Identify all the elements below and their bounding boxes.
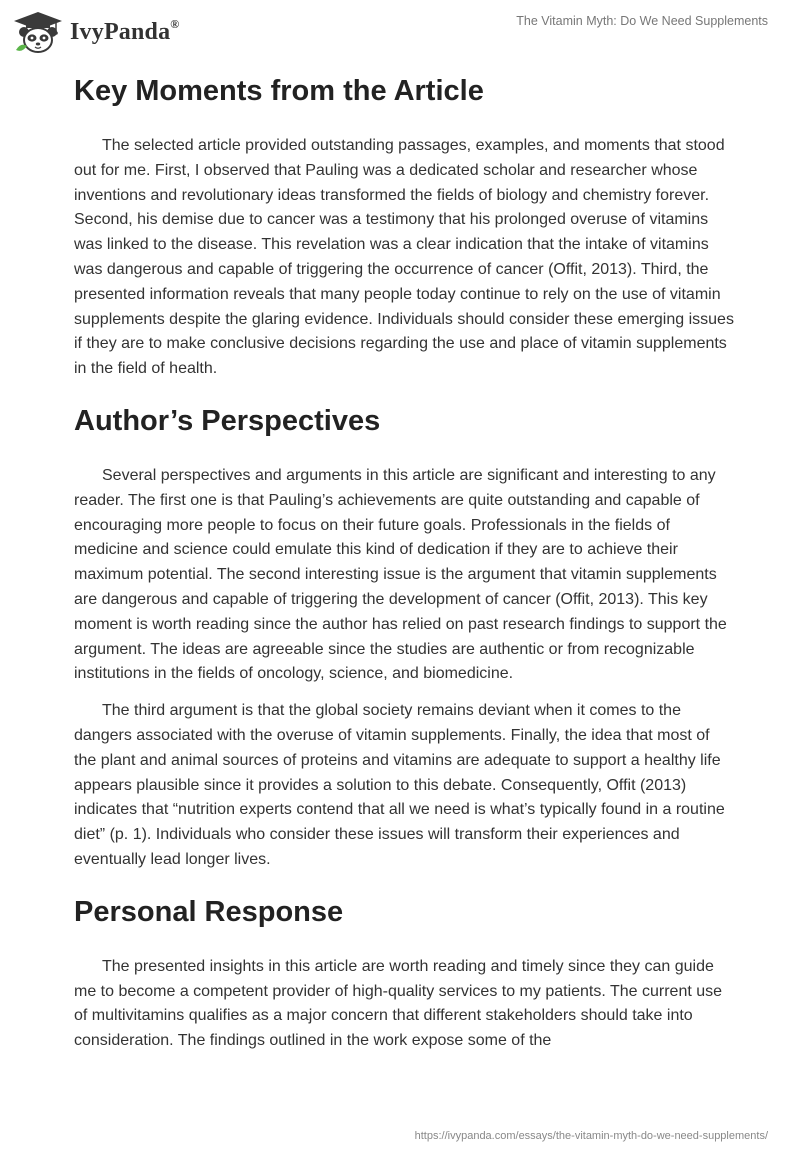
panda-graduate-icon [12,10,64,54]
ivypanda-logo[interactable] [12,8,179,56]
source-url-link[interactable]: https://ivypanda.com/essays/the-vitamin-myth-do-we-need-supplements/ [414,1130,768,1142]
section-heading: Personal Response [74,895,344,928]
document-title: The Vitamin Myth: Do We Need Supplements [516,14,768,28]
section-heading: Author’s Perspectives [74,404,381,437]
registered-mark: ® [170,16,180,31]
article-body [74,66,734,1054]
paragraph: Several perspectives and arguments in this article are significant and interesting to any reader. The first one is that Pauling’s achievements are quite outstanding and capable of encouraging more people to focus on their future goals. Professionals in the fields of medicine and science could emulate this kind of dedication if they are to achieve their maximum potential. The second interesting issue is the argument that vitamin supplements are dangerous and capable of triggering the development of cancer (Offit, 2013). This key moment is worth reading since the author has relied on past research findings to support the argument. The ideas are agreeable since the studies are authentic or from recognizable institutions in the fields of oncology, science, and biomedicine. [74,466,727,683]
paragraph: The selected article provided outstanding passages, examples, and moments that stood out for me. First, I observed that Pauling was a dedicated scholar and researcher whose inventions and revolutionary ideas transformed the fields of biology and chemistry forever. Second, his demise due to cancer was a testimony that his prolonged overuse of vitamins was linked to the disease. This revelation was a clear indication that the intake of vitamins was dangerous and capable of triggering the occurrence of cancer (Offit, 2013). Third, the presented information reveals that many people today continue to rely on the use of vitamin supplements despite the glaring evidence. Individuals should consider these emerging issues if they are to make conclusive decisions regarding the use and place of vitamin supplements in the field of health. [74,137,734,378]
section-authors-perspectives [74,396,734,873]
logo-wordmark: IvyPanda® [70,16,180,45]
section-heading: Key Moments from the Article [74,75,484,107]
section-personal-response [74,887,734,1054]
paragraph: The presented insights in this article are worth reading and timely since they can guide me to become a competent provider of high-quality services to my patients. The current use of multivitamins qualifies as a major concern that different stakeholders should take into consideration. The findings outlined in the work expose some of the [74,957,723,1050]
section-key-moments [74,66,734,382]
paragraph: The third argument is that the global society remains deviant when it comes to the dangers associated with the overuse of vitamin supplements. Finally, the idea that most of the plant and animal sources of proteins and vitamins are adequate to support a healthy life appears plausible since it provides a solution to this debate. Consequently, Offit (2013) indicates that “nutrition experts contend that all we need is what’s typically found in a routine diet” (p. 1). Individuals who consider these issues will transform their experiences and eventually lead longer lives. [74,702,725,868]
